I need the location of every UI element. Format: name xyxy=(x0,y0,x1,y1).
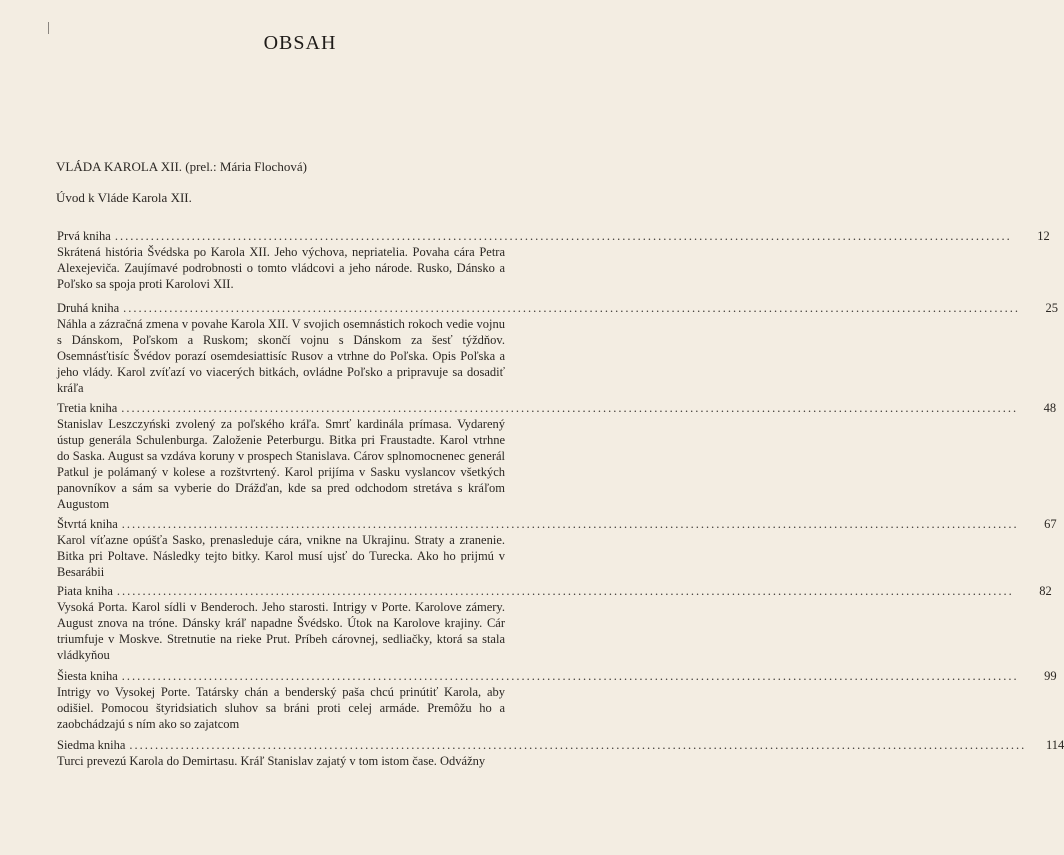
toc-entry-page[interactable]: 82 xyxy=(1039,584,1052,598)
dot-leader: ............................................................................................................................................................................... xyxy=(129,738,1027,752)
toc-entry-1[interactable] xyxy=(57,228,1050,292)
toc-entry-description: Skrátená história Švédska po Karola XII. Jeho výchova, nepriatelia. Povaha cára Petra Alexejeviča. Zaujímavé podrobnosti o tomto vládcovi a jeho národe. Rusko, Dánsko a Poľsko sa spoja proti Karolovi XII. xyxy=(57,245,505,291)
page-title: OBSAH xyxy=(263,32,337,54)
toc-entry-4[interactable] xyxy=(57,516,1057,580)
toc-entry-page[interactable]: 99 xyxy=(1044,669,1057,683)
toc-entry-2[interactable] xyxy=(57,300,1059,396)
toc-entry-label[interactable]: Šiesta kniha xyxy=(57,669,118,683)
toc-entry-page[interactable]: 67 xyxy=(1044,517,1057,531)
toc-entry-description: Náhla a zázračná zmena v povahe Karola XII. V svojich osemnástich rokoch vedie vojnu s Dánskom, Poľskom a Ruskom; skončí vojnu s Dánskom za šesť týždňov. Osemnásťtisíc Švédov porazí osemdesiattisíc Rusov a vtrhne do Poľska. Opis Poľska a jeho vlády. Karol zvíťazí vo viacerých bitkách, ovládne Poľsko a pripravuje sa dosadiť kráľa xyxy=(57,317,505,395)
dot-leader: ............................................................................................................................................................................... xyxy=(121,669,1019,683)
toc-entry-description: Vysoká Porta. Karol sídli v Benderoch. Jeho starosti. Intrigy v Porte. Karolove zámery. August znova na tróne. Dánsky kráľ napadne Švédsko. Útok na Karolove krajiny. Cár triumfuje v Moskve. Stretnutie na rieke Prut. Príbeh cárovnej, sedliačky, ktorá sa stala vládkyňou xyxy=(57,600,505,662)
toc-entry-6[interactable] xyxy=(57,668,1057,732)
toc-entry-description: Stanislav Leszczyński zvolený za poľského kráľa. Smrť kardinála prímasa. Vydarený ústup generála Schulenburga. Založenie Peterburgu. Bitka pri Fraustadte. Karol vtrhne do Saska. August sa vzdáva koruny v prospech Stanislava. Cárov splnomocnenec generál Patkul je polámaný v kolese a rozštvrtený. Karol prijíma v Sasku vyslancov všetkých panovníkov a sám sa vyberie do Drážďan, kde sa pred odchodom stretáva s kráľom Augustom xyxy=(57,417,505,511)
toc-entry-5[interactable] xyxy=(57,583,1052,663)
toc-entry-description: Karol víťazne opúšťa Sasko, prenasleduje cára, vnikne na Ukrajinu. Straty a zranenie. Bitka pri Poltave. Následky tejto bitky. Karol musí ujsť do Turecka. Ako ho prijmú v Besarábii xyxy=(57,533,505,579)
intro-entry: Úvod k Vláde Karola XII. xyxy=(56,190,192,205)
dot-leader: ............................................................................................................................................................................... xyxy=(116,584,1014,598)
toc-entry-page[interactable]: 12 xyxy=(1037,229,1050,243)
dot-leader: ............................................................................................................................................................................... xyxy=(123,301,1021,315)
toc-entry-label[interactable]: Druhá kniha xyxy=(57,301,120,315)
dot-leader: ............................................................................................................................................................................... xyxy=(114,229,1012,243)
toc-entry-label[interactable]: Prvá kniha xyxy=(57,229,111,243)
toc-entry-description: Intrigy vo Vysokej Porte. Tatársky chán a benderský paša chcú prinútiť Karola, aby odišiel. Pomocou štyridsiatich sluhov sa bráni proti celej armáde. Premôžu ho a zaobchádzajú s ním ako so zajatcom xyxy=(57,685,505,731)
toc-entry-page[interactable]: 114 xyxy=(1045,738,1064,752)
dot-leader: ............................................................................................................................................................................... xyxy=(121,517,1019,531)
toc-entry-label[interactable]: Tretia kniha xyxy=(57,401,118,415)
toc-entry-7[interactable] xyxy=(57,737,1064,769)
work-title: VLÁDA KAROLA XII. (prel.: Mária Flochová) xyxy=(56,159,307,174)
toc-entry-3[interactable] xyxy=(57,400,1057,512)
toc-entry-label[interactable]: Štvrtá kniha xyxy=(57,517,118,531)
toc-entry-description: Turci prevezú Karola do Demirtasu. Kráľ Stanislav zajatý v tom istom čase. Odvážny xyxy=(57,754,486,768)
toc-entry-page[interactable]: 48 xyxy=(1043,401,1057,415)
toc-entry-label[interactable]: Piata kniha xyxy=(57,584,113,598)
toc-entry-page[interactable]: 25 xyxy=(1045,301,1059,315)
toc-entry-label[interactable]: Siedma kniha xyxy=(57,738,126,752)
dot-leader: ............................................................................................................................................................................... xyxy=(121,401,1019,415)
